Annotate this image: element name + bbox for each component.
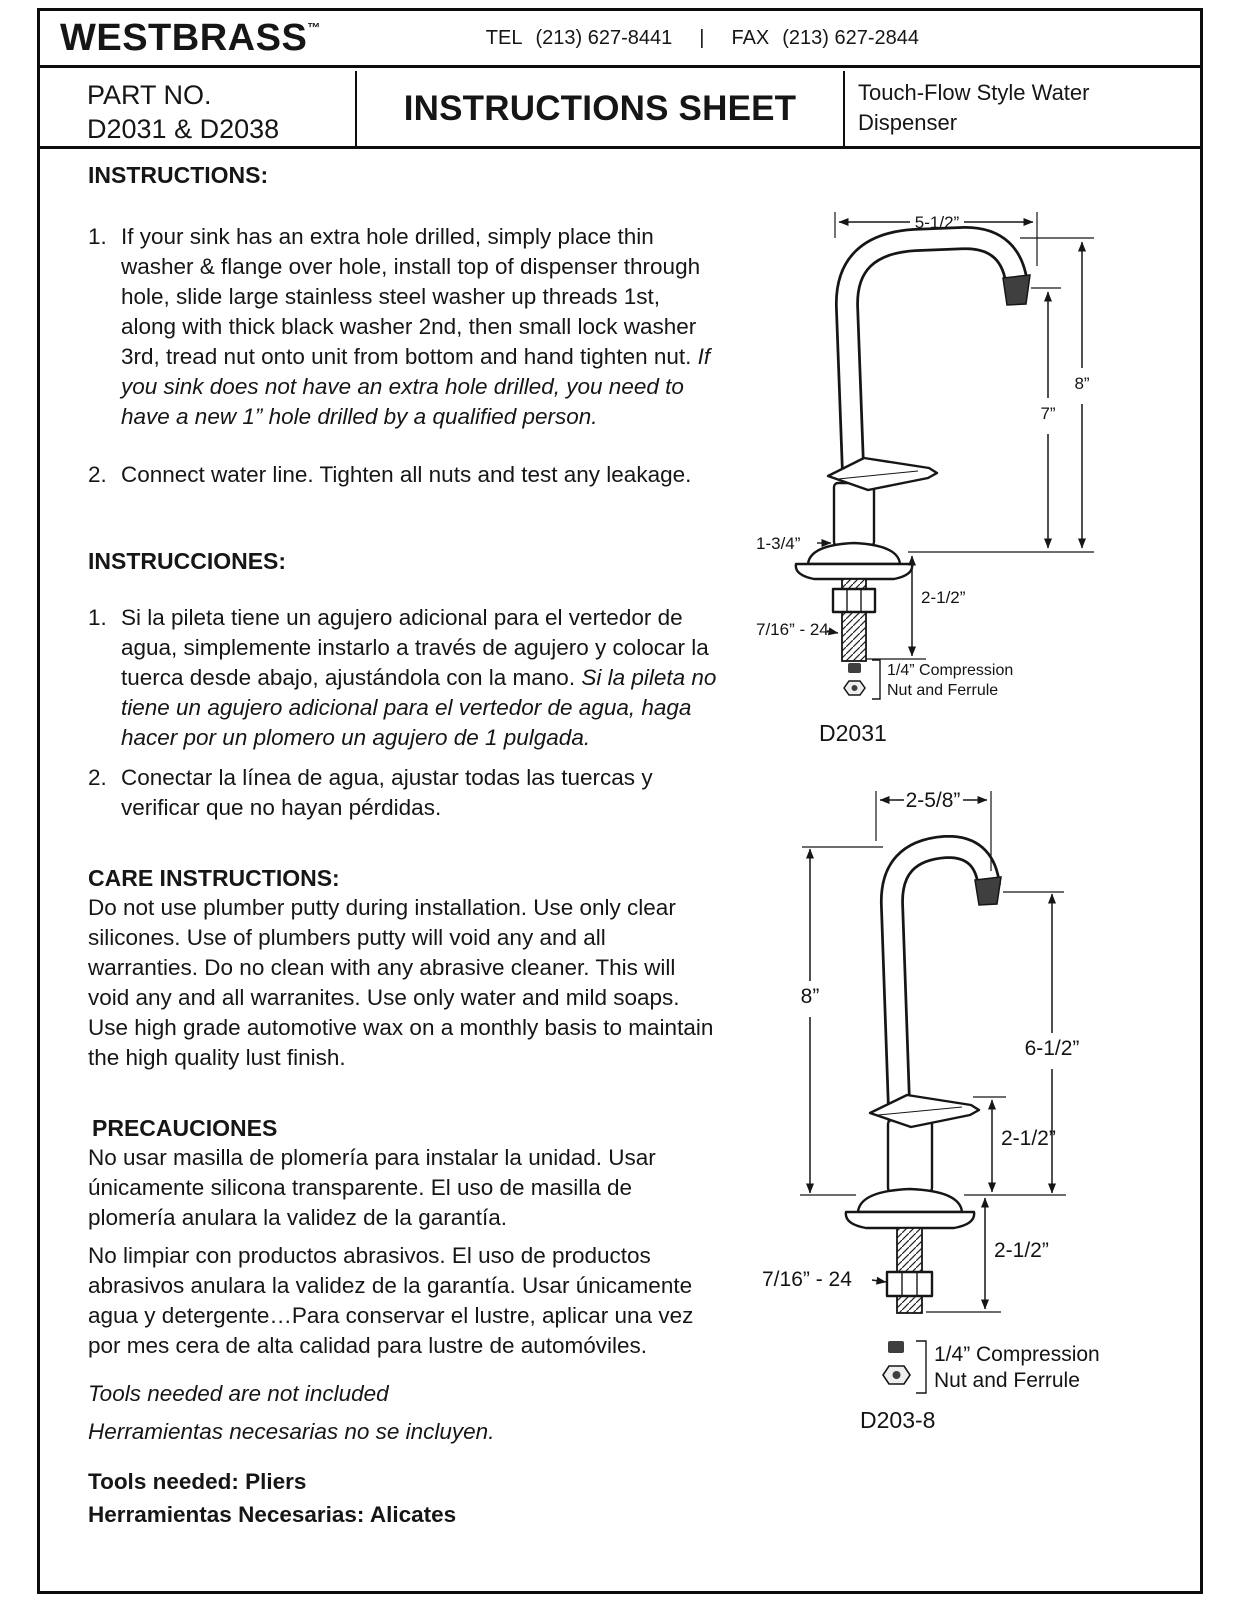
instructions-es-heading: INSTRUCCIONES:: [88, 548, 287, 574]
item-number: 2.: [88, 462, 107, 487]
spout-tip: [975, 877, 1001, 905]
compression-nut-center: [852, 685, 858, 691]
precauciones-paragraph-2: No limpiar con productos abrasivos. El uso de productos abrasivos anulara la validez de la garantía. Usar únicamente agua y detergente…Para conservar el lustre, aplicar una vez por mes cera de alta calidad para lustre de automóviles.: [88, 1243, 694, 1358]
fax-number: (213) 627-2844: [782, 26, 920, 49]
compression-label-line2: Nut and Ferrule: [934, 1369, 1080, 1392]
instruction-es-item-1: [88, 603, 720, 753]
care-instructions-body: Do not use plumber putty during installation. Use only clear silicones. Use of plumbers putty will void any and all warranties. Do no clean with any abrasive cleaner. This will void any and all warranites. Use only water and mild soaps. Use high grade automotive wax on a monthly basis to maintain the high quality lust finish.: [88, 895, 714, 1070]
product-name: Touch-Flow Style Water Dispenser: [858, 80, 1090, 135]
base-flange: [846, 1212, 974, 1228]
item-text-italic: If you sink does not have an extra hole drilled, you need to have a new 1” hole drilled by a qualified person.: [121, 344, 711, 429]
instruction-en-item-2: [88, 460, 720, 490]
precauciones-paragraph-1: No usar masilla de plomería para instalar la unidad. Usar únicamente silicona transparente. El uso de masilla de plomería anulara la validez de la garantía.: [88, 1145, 656, 1230]
item-number: 1.: [88, 224, 107, 249]
ferrule-icon: [888, 1341, 904, 1353]
thread-spec-leader: [872, 1280, 886, 1282]
instructions-column: [88, 160, 720, 1530]
thread-spec-label: 7/16” - 24: [762, 1268, 852, 1291]
diagram-d2031: [720, 192, 1202, 770]
item-text-normal: Si la pileta tiene un agujero adicional para el vertedor de agua, simplemente instarlo a través de agujero y colocar la tuerca desde abajo, ajustándola con la mano.: [121, 605, 709, 690]
product-name-cell: [845, 71, 1200, 147]
precauciones-heading: PRECAUCIONES: [92, 1115, 278, 1141]
tools-note-es: Herramientas necesarias no se incluyen.: [88, 1419, 495, 1444]
ferrule-icon: [848, 663, 861, 673]
item-number: 2.: [88, 765, 107, 790]
dim-shank-length-label: 2-1/2”: [994, 1239, 1049, 1262]
tel-number: (213) 627-8441: [535, 26, 673, 49]
faucet-body: [834, 483, 874, 546]
dim-spout-width-label: 5-1/2”: [914, 213, 960, 232]
part-number-cell: [40, 71, 355, 147]
trademark-symbol: ™: [307, 19, 321, 35]
fax-label: FAX: [731, 26, 770, 49]
compression-label-line1: 1/4” Compression: [934, 1343, 1100, 1366]
thread-spec-label: 7/16” - 24: [756, 620, 829, 639]
dim-spout-width-label: 2-5/8”: [905, 789, 961, 812]
item-text-normal: If your sink has an extra hole drilled, simply place thin washer & flange over hole, install top of dispenser through hole, slide large stainless steel washer up threads 1st, along with thick black washer 2nd, then small lock washer 3rd, tread nut onto unit from bottom and hand tighten nut.: [121, 224, 701, 369]
model-label: D2031: [819, 720, 887, 746]
compression-bracket: [872, 660, 880, 699]
dim-shank-length-label: 2-1/2”: [921, 588, 966, 607]
dim-base-width-label: 1-3/4”: [756, 534, 801, 553]
title-bar: [40, 71, 1200, 149]
item-text: [121, 222, 720, 432]
base-dome: [858, 1189, 962, 1212]
part-number-label: PART NO.: [87, 80, 212, 110]
dim-height-right-label: 6-1/2”: [1024, 1037, 1080, 1060]
care-instructions-heading: CARE INSTRUCTIONS:: [88, 865, 340, 891]
compression-bracket: [916, 1341, 926, 1393]
item-text: Conectar la línea de agua, ajustar todas las tuercas y verificar que no hayan pérdidas.: [121, 765, 653, 820]
sheet-title: INSTRUCTIONS SHEET: [403, 88, 797, 128]
compression-label-line2: Nut and Ferrule: [887, 682, 999, 699]
mounting-nut: [833, 589, 875, 612]
header: [40, 11, 1200, 68]
instruction-es-item-2: [88, 763, 720, 823]
dim-height-left-label: 8”: [800, 985, 820, 1008]
diagram-d2038: [720, 785, 1200, 1457]
tools-note-en: Tools needed are not included: [88, 1381, 389, 1406]
contact-info: [486, 27, 919, 50]
brand-name: WESTBRASS: [60, 16, 308, 59]
dim-height-total-label: 8”: [1074, 374, 1090, 393]
dim-height-spout-label: 7”: [1040, 404, 1056, 423]
brand-logo: [40, 17, 321, 60]
spout-tip: [1003, 275, 1030, 305]
tools-needed-es: Herramientas Necesarias: Alicates: [88, 1502, 457, 1527]
base-flange: [796, 564, 912, 579]
part-numbers: D2031 & D2038: [87, 113, 280, 144]
contact-separator: |: [699, 26, 705, 49]
threaded-shank: [897, 1228, 922, 1313]
item-text: Connect water line. Tighten all nuts and test any leakage.: [121, 462, 692, 487]
dim-body-height-label: 2-1/2”: [1001, 1127, 1056, 1150]
sheet-title-cell: [355, 71, 845, 147]
tel-label: TEL: [485, 26, 523, 49]
instructions-en-heading: INSTRUCTIONS:: [88, 162, 269, 188]
tools-needed-en: Tools needed: Pliers: [88, 1469, 307, 1494]
instruction-en-item-1: [88, 222, 720, 432]
base-dome: [808, 543, 900, 564]
item-text-italic: Si la pileta no tiene un agujero adicional para el vertedor de agua, haga hacer por un plomero un agujero de 1 pulgada.: [121, 665, 717, 750]
mounting-nut: [887, 1272, 932, 1296]
model-label: D203-8: [860, 1407, 936, 1433]
faucet-body: [888, 1120, 932, 1192]
compression-nut-center: [893, 1371, 901, 1379]
item-text: [121, 603, 720, 753]
item-number: 1.: [88, 605, 107, 630]
compression-label-line1: 1/4” Compression: [887, 662, 1014, 679]
